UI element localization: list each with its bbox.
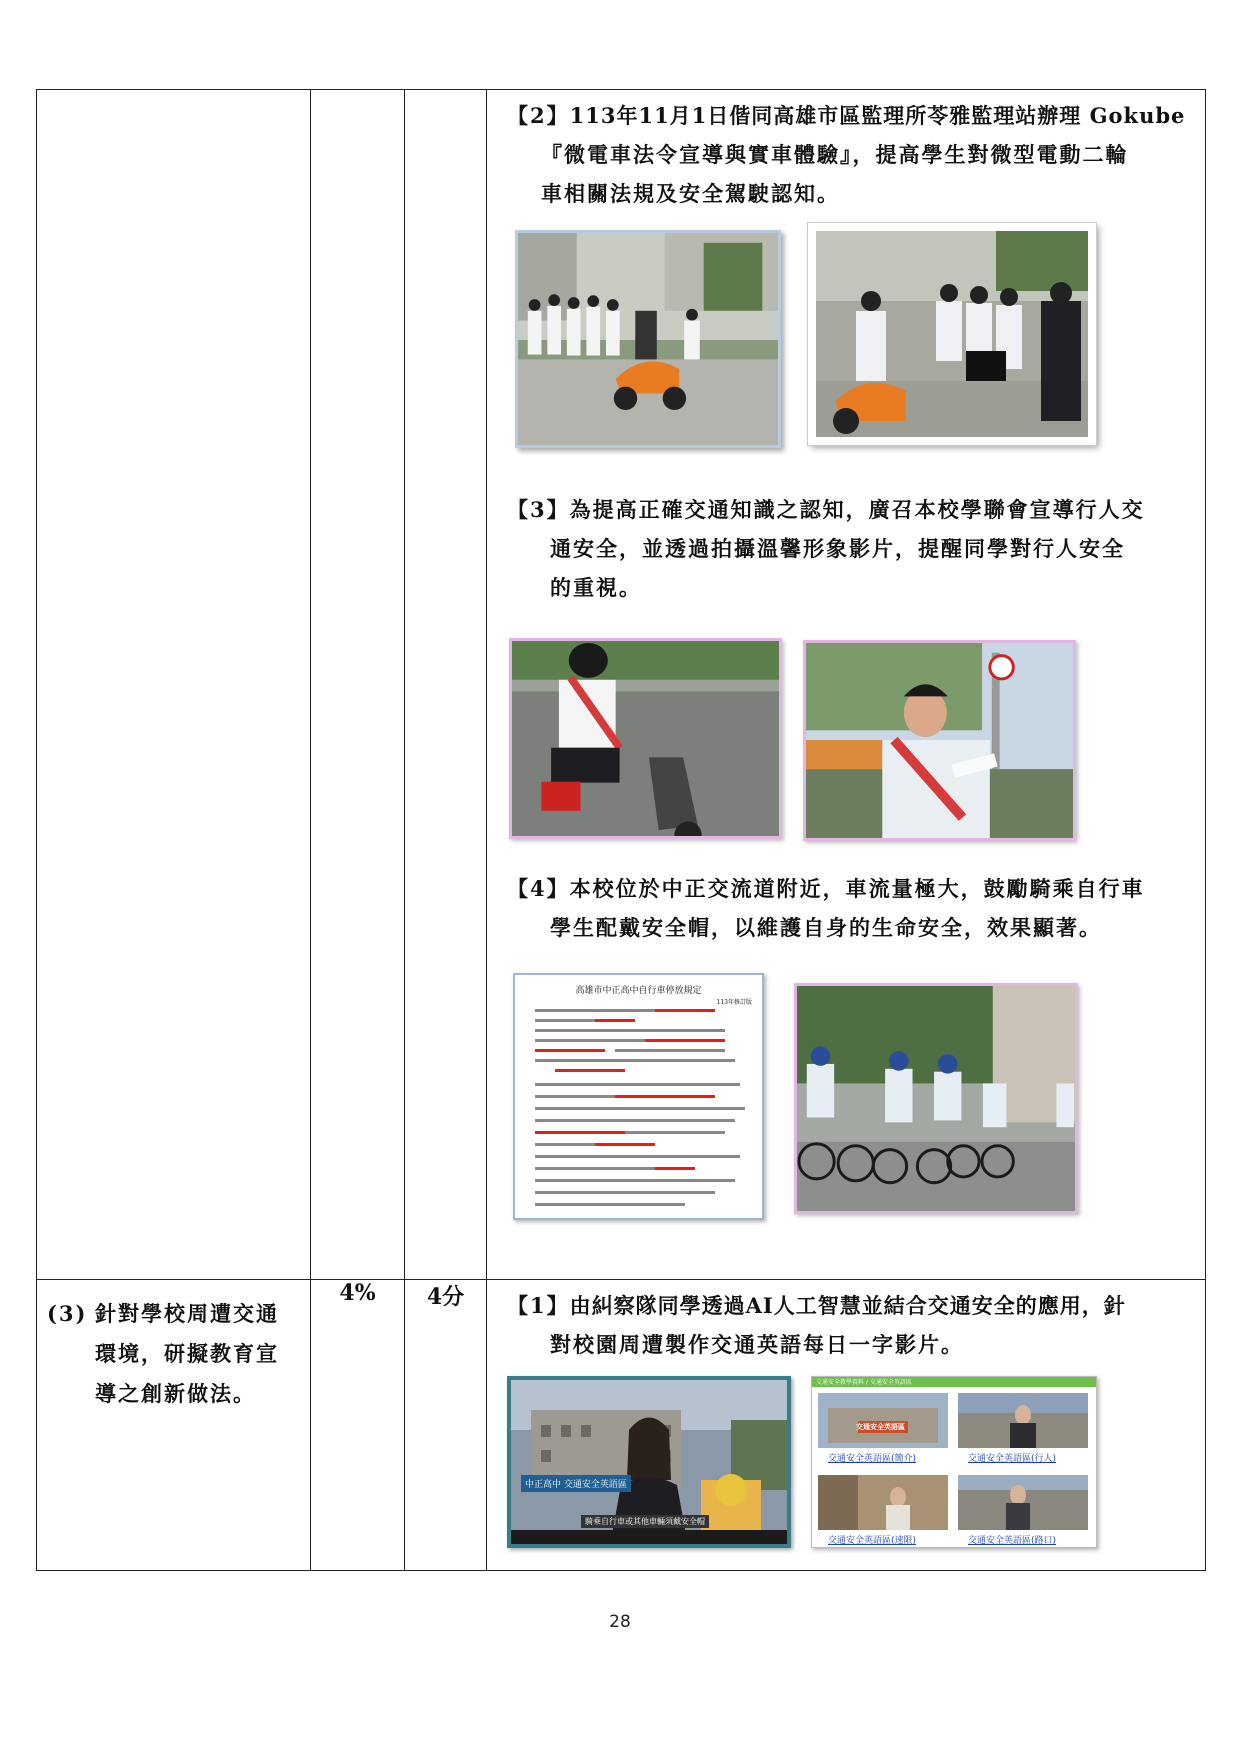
weight-cell-empty [311,90,405,1280]
thumbs-banner: 交通安全英語區 [856,1423,905,1431]
criterion-line3: 導之創新做法。 [95,1381,256,1406]
motorcycle-demo-photo-2 [808,223,1096,445]
item-3-lead: 【3】 [507,497,570,522]
thumb-label-intersection[interactable]: 交通安全英語區(路口) [968,1536,1057,1546]
item-2-line2: 『微電車法令宣導與實車體驗』，提高學生對微型電動二輪 [541,142,1129,167]
video-subtitle: 騎乘自行車或其他車輛須戴安全帽 [581,1515,709,1528]
doc-title: 高雄市中正高中自行車停放規定 [575,986,702,996]
helmet-cyclists-photo [794,983,1078,1214]
criterion-line2: 環境，研擬教育宣 [95,1341,279,1366]
thumb-label-speed-limit[interactable]: 交通安全英語區(速限) [828,1536,917,1546]
ai-video-paragraph [507,1286,1193,1364]
student-reading-photo [803,640,1076,841]
bicycle-rules-document [513,973,764,1220]
item-2-line1: 113年11月1日偕同高雄市區監理所苓雅監理站辦理 Gokube [569,103,1186,128]
item-4-line2: 學生配戴安全帽，以維護自身的生命安全，效果顯著。 [550,915,1102,940]
ai-video-lead: 【1】 [507,1293,570,1318]
table-row [37,90,1206,1280]
weight-cell: 4% [311,1280,405,1571]
cycling-student-photo [509,638,782,839]
item-4-paragraph [507,869,1193,947]
item-3-line3: 的重視。 [550,575,642,600]
ai-video-line1: 由糾察隊同學透過AI人工智慧並結合交通安全的應用，針 [569,1293,1126,1318]
item-3-line1: 為提高正確交通知識之認知，廣召本校學聯會宣導行人交 [569,497,1145,522]
item-3-line2: 通安全，並透過拍攝溫馨形象影片，提醒同學對行人安全 [550,536,1125,561]
thumb-label-intro[interactable]: 交通安全英語區(簡介) [828,1454,917,1464]
evaluation-table [36,89,1206,1571]
motorcycle-demo-photo-1 [515,230,781,448]
criterion-cell [37,1280,311,1571]
item-2-line3: 車相關法規及安全駕駛認知。 [541,181,840,206]
thumbs-header: 交通安全教學資料 / 交通安全英語區 [812,1377,1096,1387]
item-4-lead: 【4】 [507,876,570,901]
ai-video-line2: 對校園周遭製作交通英語每日一字影片。 [550,1332,964,1357]
english-lesson-thumbnails [811,1376,1097,1548]
item-3-paragraph [507,490,1193,607]
score-cell: 4分 [405,1280,487,1571]
item-2-lead: 【2】 [507,103,570,128]
criterion-number: (3) [47,1301,88,1326]
description-cell [487,90,1206,1280]
criterion-line1: 針對學校周遭交通 [95,1301,279,1326]
page-number: 28 [609,1612,631,1632]
doc-date: 113年修訂版 [716,999,752,1006]
criterion-cell-empty [37,90,311,1280]
description-cell [487,1280,1206,1571]
video-caption: 中正高中 交通安全英語區 [521,1475,631,1492]
table-row [37,1280,1206,1571]
item-4-line1: 本校位於中正交流道附近，車流量極大，鼓勵騎乘自行車 [569,876,1145,901]
item-2-paragraph [507,96,1193,213]
thumb-label-pedestrian[interactable]: 交通安全英語區(行人) [968,1454,1057,1464]
ai-presenter-video [507,1376,791,1548]
score-cell-empty [405,90,487,1280]
